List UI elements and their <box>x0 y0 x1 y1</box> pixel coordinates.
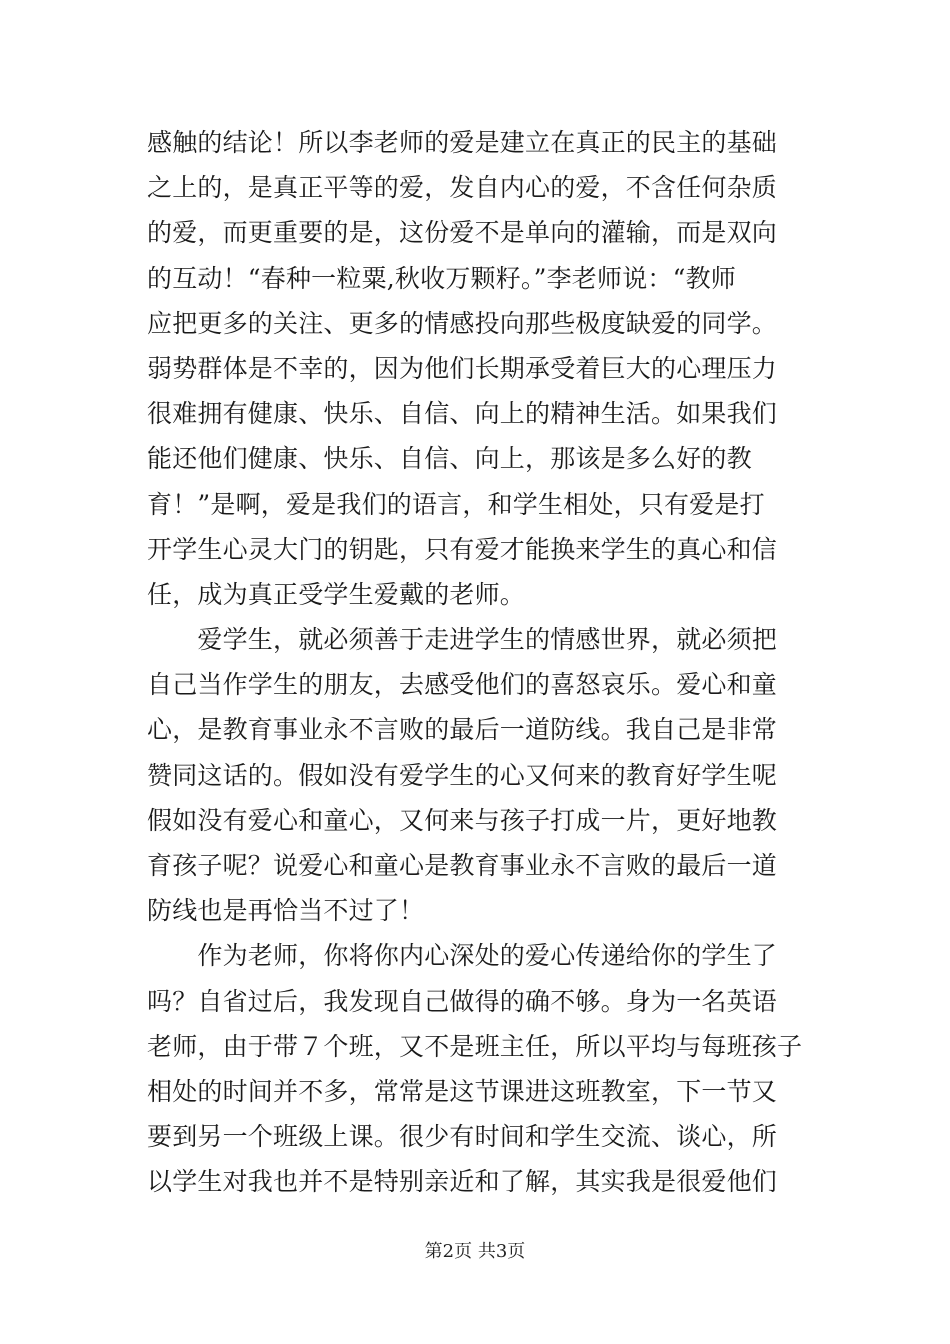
text-line: 育孩子呢？说爱心和童心是教育事业永不言败的最后一道 <box>147 851 778 880</box>
text-line: 以学生对我也并不是特别亲近和了解，其实我是很爱他们 <box>147 1167 778 1197</box>
text-line: 老师，由于带７个班，又不是班主任，所以平均与每班孩子 <box>147 1031 803 1061</box>
text-line: 之上的，是真正平等的爱，发自内心的爱，不含任何杂质 <box>147 173 778 203</box>
text-line: 任，成为真正受学生爱戴的老师。 <box>147 579 526 609</box>
text-line: 相处的时间并不多，常常是这节课进这班教室，下一节又 <box>147 1076 778 1106</box>
text-line: 的互动！“春种一粒粟,秋收万颗籽。”李老师说：“教师 <box>147 263 736 293</box>
text-line: 很难拥有健康、快乐、自信、向上的精神生活。如果我们 <box>147 399 778 429</box>
text-line: 弱势群体是不幸的，因为他们长期承受着巨大的心理压力 <box>147 353 778 383</box>
text-line: 育！”是啊，爱是我们的语言，和学生相处，只有爱是打 <box>147 489 765 519</box>
text-line: 假如没有爱心和童心，又何来与孩子打成一片，更好地教 <box>147 805 778 835</box>
text-line: 能还他们健康、快乐、自信、向上，那该是多么好的教 <box>147 444 752 474</box>
body-text <box>147 120 807 1205</box>
text-line: 自己当作学生的朋友，去感受他们的喜怒哀乐。爱心和童 <box>147 670 778 700</box>
text-line: 开学生心灵大门的钥匙，只有爱才能换来学生的真心和信 <box>147 534 778 564</box>
text-line: 赞同这话的。假如没有爱学生的心又何来的教育好学生呢 <box>147 760 778 790</box>
text-line: 作为老师，你将你内心深处的爱心传递给你的学生了 <box>147 941 778 971</box>
text-line: 感触的结论！所以李老师的爱是建立在真正的民主的基础 <box>147 128 778 157</box>
text-line: 吗？自省过后，我发现自己做得的确不够。身为一名英语 <box>147 986 778 1016</box>
page-number-footer: 第2页 共3页 <box>424 1241 526 1262</box>
text-line: 爱学生，就必须善于走进学生的情感世界，就必须把 <box>147 625 778 655</box>
text-line: 防线也是再恰当不过了！ <box>147 896 425 926</box>
text-line: 的爱，而更重要的是，这份爱不是单向的灌输，而是双向 <box>147 218 778 248</box>
text-line: 应把更多的关注、更多的情感投向那些极度缺爱的同学。 <box>147 308 778 338</box>
text-line: 要到另一个班级上课。很少有时间和学生交流、谈心，所 <box>147 1122 778 1152</box>
text-line: 心，是教育事业永不言败的最后一道防线。我自己是非常 <box>147 715 778 745</box>
